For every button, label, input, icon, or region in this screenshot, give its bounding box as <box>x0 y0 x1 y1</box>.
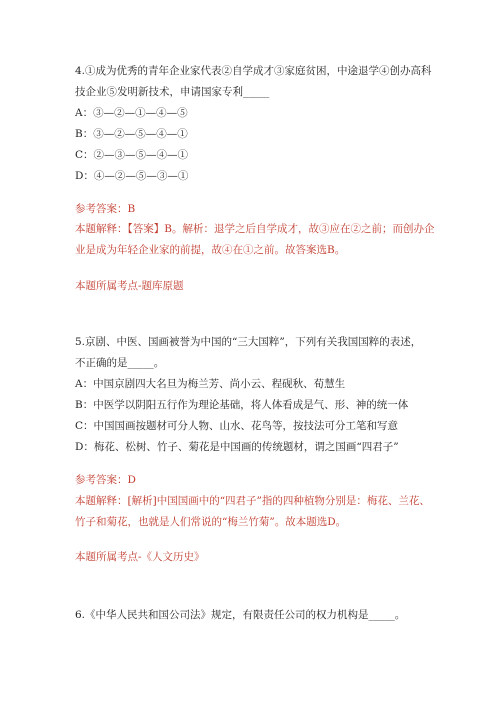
question-4-stem-line-1: 4.①成为优秀的青年企业家代表②自学成才③家庭贫困，中途退学④创办高科 <box>75 65 432 77</box>
question-5-answer: 参考答案：D <box>75 474 136 486</box>
question-5-stem-line-1: 5.京剧、中医、国画被誉为中国的“三大国粹”，下列有关我国国粹的表述， <box>75 336 422 348</box>
question-4-analysis-line-2: 业是成为年轻企业家的前提，故④在①之前。故答案选B。 <box>75 244 346 256</box>
question-4-topic: 本题所属考点-题库原题 <box>75 280 184 292</box>
question-5-topic: 本题所属考点-《人文历史》 <box>75 551 205 563</box>
question-4-option-d: D：④—②—⑤—③—① <box>75 170 189 182</box>
question-5-analysis-line-2: 竹子和菊花，也就是人们常说的“梅兰竹菊”。故本题选D。 <box>75 516 347 528</box>
question-5-stem-line-2: 不正确的是_____。 <box>75 357 165 369</box>
question-5-option-c: C：中国国画按题材可分人物、山水、花鸟等，按技法可分工笔和写意 <box>75 420 399 432</box>
question-5-option-a: A：中国京剧四大名旦为梅兰芳、尚小云、程砚秋、荀慧生 <box>75 378 346 390</box>
question-5-analysis-line-1: 本题解释：[解析]中国国画中的“四君子”指的四种植物分别是：梅花、兰花、 <box>75 495 430 507</box>
question-5-option-b: B：中医学以阴阳五行作为理论基础，将人体看成是气、形、神的统一体 <box>75 399 409 411</box>
question-4-stem-line-2: 技企业⑤发明新技术，申请国家专利_____ <box>75 86 270 98</box>
question-4-option-c: C：②—③—⑤—④—① <box>75 149 189 161</box>
question-4-option-b: B：③—②—⑤—④—① <box>75 128 188 140</box>
question-6-stem-line-1: 6.《中华人民共和国公司法》规定，有限责任公司的权力机构是_____。 <box>75 609 406 621</box>
question-4-answer: 参考答案：B <box>75 203 136 215</box>
question-4-option-a: A：③—②—①—④—⑤ <box>75 107 188 119</box>
question-5-option-d: D：梅花、松树、竹子、菊花是中国画的传统题材，谓之国画“四君子” <box>75 441 399 453</box>
question-4-analysis-line-1: 本题解释：【答案】B。解析：退学之后自学成才，故③应在②之前；而创办企 <box>75 223 435 235</box>
